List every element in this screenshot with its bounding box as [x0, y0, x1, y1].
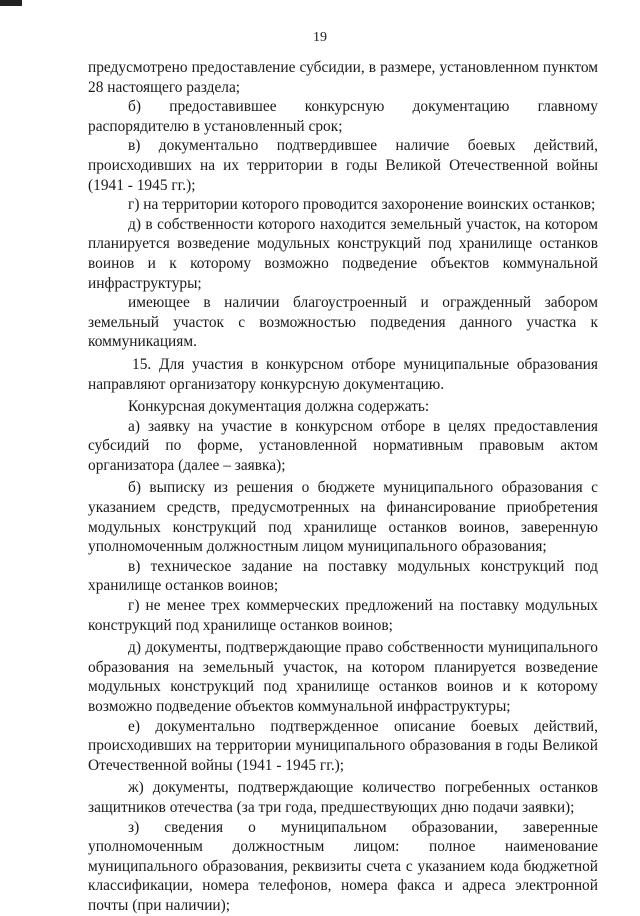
paragraph-item-v: в) документально подтвердившее наличие боевых действий, происходивших на их территории в годы Великой Отечественной войны (1941 - 1945 гг.); [88, 137, 598, 194]
paragraph-docs-d: д) документы, подтверждающие право собственности муниципального образования на земельный участок, на котором планируется возведение модульных конструкций под хранилище останков воинов и к которому возможно подведение объектов коммунальной инфраструктуры; [88, 639, 598, 715]
paragraph-docs-e: е) документально подтвержденное описание боевых действий, происходивших на территории муниципального образования в годы Великой Отечественной войны (1941 - 1945 гг.); [88, 717, 598, 774]
page-number: 19 [313, 30, 327, 45]
document-body [88, 58, 598, 916]
paragraph-docs-z: з) сведения о муниципальном образовании, заверенные уполномоченным должностным лицом: полное наименование муниципального образования, реквизиты счета с указанием кода бюджетной классификации, номера телефонов, номера факса и адреса электронной почты (при наличии); [88, 818, 598, 914]
paragraph-clause-15: 15. Для участия в конкурсном отборе муниципальные образования направляют организатору конкурсную документацию. [88, 355, 598, 393]
paragraph-land-plot: имеющее в наличии благоустроенный и огражденный забором земельный участок с возможностью подведения данного участка к коммуникациям. [88, 294, 598, 351]
paragraph-continuation: предусмотрено предоставление субсидии, в размере, установленном пунктом 28 настоящего раздела; [88, 59, 598, 96]
paragraph-docs-zh: ж) документы, подтверждающие количество погребенных останков защитников отечества (за три года, предшествующих дню подачи заявки); [88, 779, 598, 816]
scan-mark [0, 0, 22, 6]
paragraph-item-b: б) предоставившее конкурсную документацию главному распорядителю в установленный срок; [88, 98, 598, 135]
paragraph-docs-a: а) заявку на участие в конкурсном отборе в целях предоставления субсидий по форме, установленной нормативным правовым актом организатора (далее – заявка); [88, 417, 598, 474]
paragraph-item-g: г) на территории которого проводится захоронение воинских останков; [128, 196, 596, 214]
paragraph-item-d: д) в собственности которого находится земельный участок, на котором планируется возведение модульных конструкций под хранилище останков воинов и к которому возможно подведение объектов коммунальной инфраструктуры; [88, 215, 598, 292]
paragraph-docs-v: в) техническое задание на поставку модульных конструкций под хранилище останков воинов; [88, 557, 598, 595]
paragraph-docs-g: г) не менее трех коммерческих предложений на поставку модульных конструкций под хранилище останков воинов; [88, 597, 598, 634]
paragraph-docs-b: б) выписку из решения о бюджете муниципального образования с указанием средств, предусмотренных на финансирование приобретения модульных конструкций под хранилище останков воинов, заверенную уполномоченным должностным лицом муниципального образования; [88, 479, 598, 556]
paragraph-docs-intro: Конкурсная документация должна содержать: [128, 398, 430, 416]
